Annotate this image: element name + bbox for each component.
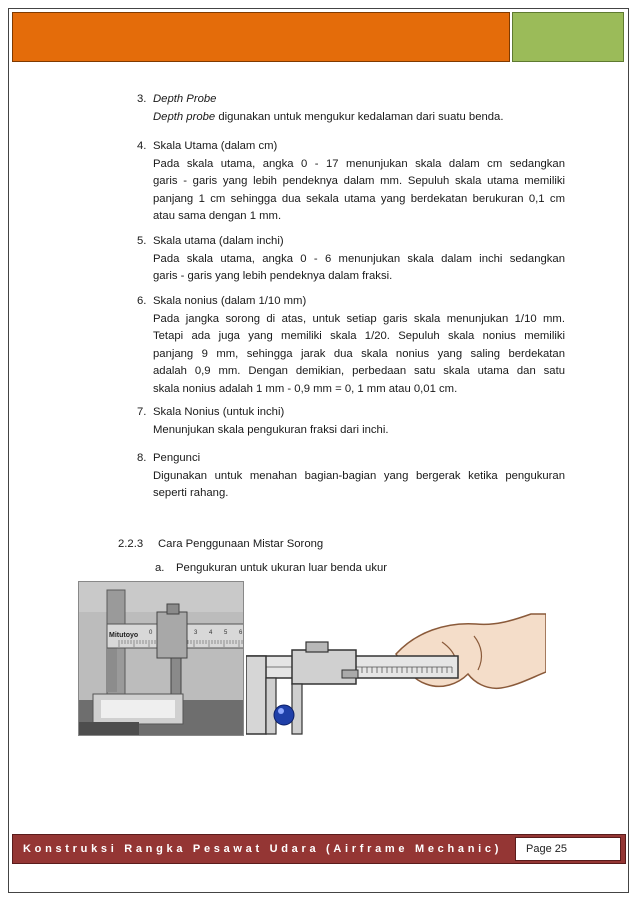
list-body [153, 422, 565, 440]
body-line: garis - garis yang lebih pendeknya dalam mm. Sepuluh skala utama memiliki [153, 175, 565, 187]
list-title: Skala nonius (dalam 1/10 mm) [153, 295, 307, 307]
list-body [153, 468, 565, 503]
body-line: Pada jangka sorong di atas, untuk setiap garis skala menunjukan 1/10 mm. [153, 312, 565, 325]
caliper-photo [78, 581, 244, 736]
list-number: 7. [137, 406, 147, 418]
scale-number: 3 [194, 630, 198, 636]
list-number: 6. [137, 295, 147, 307]
section-heading [118, 538, 323, 550]
list-number: 3. [137, 93, 147, 105]
body-line: seperti rahang. [153, 487, 229, 499]
header-bar-orange [12, 12, 510, 62]
scale-number: 5 [224, 630, 228, 636]
subsection-title: Pengukuran untuk ukuran luar benda ukur [176, 562, 388, 574]
section-title: Cara Penggunaan Mistar Sorong [158, 538, 324, 550]
body-line: Menunjukan skala pengukuran fraksi dari inchi. [153, 423, 389, 436]
list-number: 4. [137, 140, 147, 152]
body-line: panjang 1 cm sehingga dua sekala utama yang berdekatan berukuran 0,1 cm [153, 192, 565, 205]
body-line: Depth probe digunakan untuk mengukur kedalaman dari suatu benda. [153, 110, 504, 123]
body-line: adalah 0,9 mm. Dengan demikian, perbedaan satu skala utama dan satu [153, 365, 565, 377]
list-body [153, 156, 565, 226]
body-line: Pada skala utama, angka 0 - 6 menunjukan skala dalam inchi sedangkan [153, 252, 565, 265]
body-line: skala nonius adalah 1 mm - 0,9 mm = 0, 1 mm atau 0,01 cm. [153, 382, 458, 395]
list-title: Skala utama (dalam inchi) [153, 235, 284, 247]
list-title: Skala Utama (dalam cm) [153, 140, 278, 152]
body-line: atau sama dengan 1 mm. [153, 210, 282, 222]
list-body [153, 311, 565, 399]
illustration-drawing [246, 612, 546, 744]
list-number: 8. [137, 452, 147, 464]
footer-bar [12, 834, 626, 864]
body-line: garis - garis yang lebih pendeknya dalam fraksi. [153, 270, 393, 282]
scale-number: 0 [149, 630, 153, 636]
caliper-hand-illustration [246, 612, 546, 744]
body-line: Tetapi ada juga yang memiliki skala 1/20. Sepuluh skala nonius memiliki [153, 330, 565, 342]
body-line: Pada skala utama, angka 0 - 17 menunjukan skala dalam cm sedangkan [153, 157, 565, 170]
page-border [8, 8, 629, 893]
section-number: 2.2.3 [118, 538, 144, 550]
subsection-heading [155, 562, 387, 574]
page-number: Page 25 [515, 837, 621, 861]
brand-label: Mitutoyo [109, 632, 139, 639]
footer-title: Konstruksi Rangka Pesawat Udara (Airframe Mechanic) [23, 843, 503, 855]
body-line: panjang 9 mm, sehingga jarak dua skala nonius yang saling berdekatan [153, 347, 565, 360]
body-line: Digunakan untuk menahan bagian-bagian yang bergerak ketika pengukuran [153, 469, 565, 482]
scale-number: 4 [209, 630, 213, 636]
list-title: Pengunci [153, 452, 201, 464]
list-title: Depth Probe [153, 93, 217, 105]
caliper-photo-drawing [79, 582, 244, 736]
subsection-letter: a. [155, 562, 165, 574]
scale-number: 6 [239, 630, 243, 636]
list-title: Skala Nonius (untuk inchi) [153, 406, 285, 418]
list-body [153, 251, 565, 286]
header-bar-green [512, 12, 624, 62]
list-number: 5. [137, 235, 147, 247]
list-body [153, 109, 565, 127]
